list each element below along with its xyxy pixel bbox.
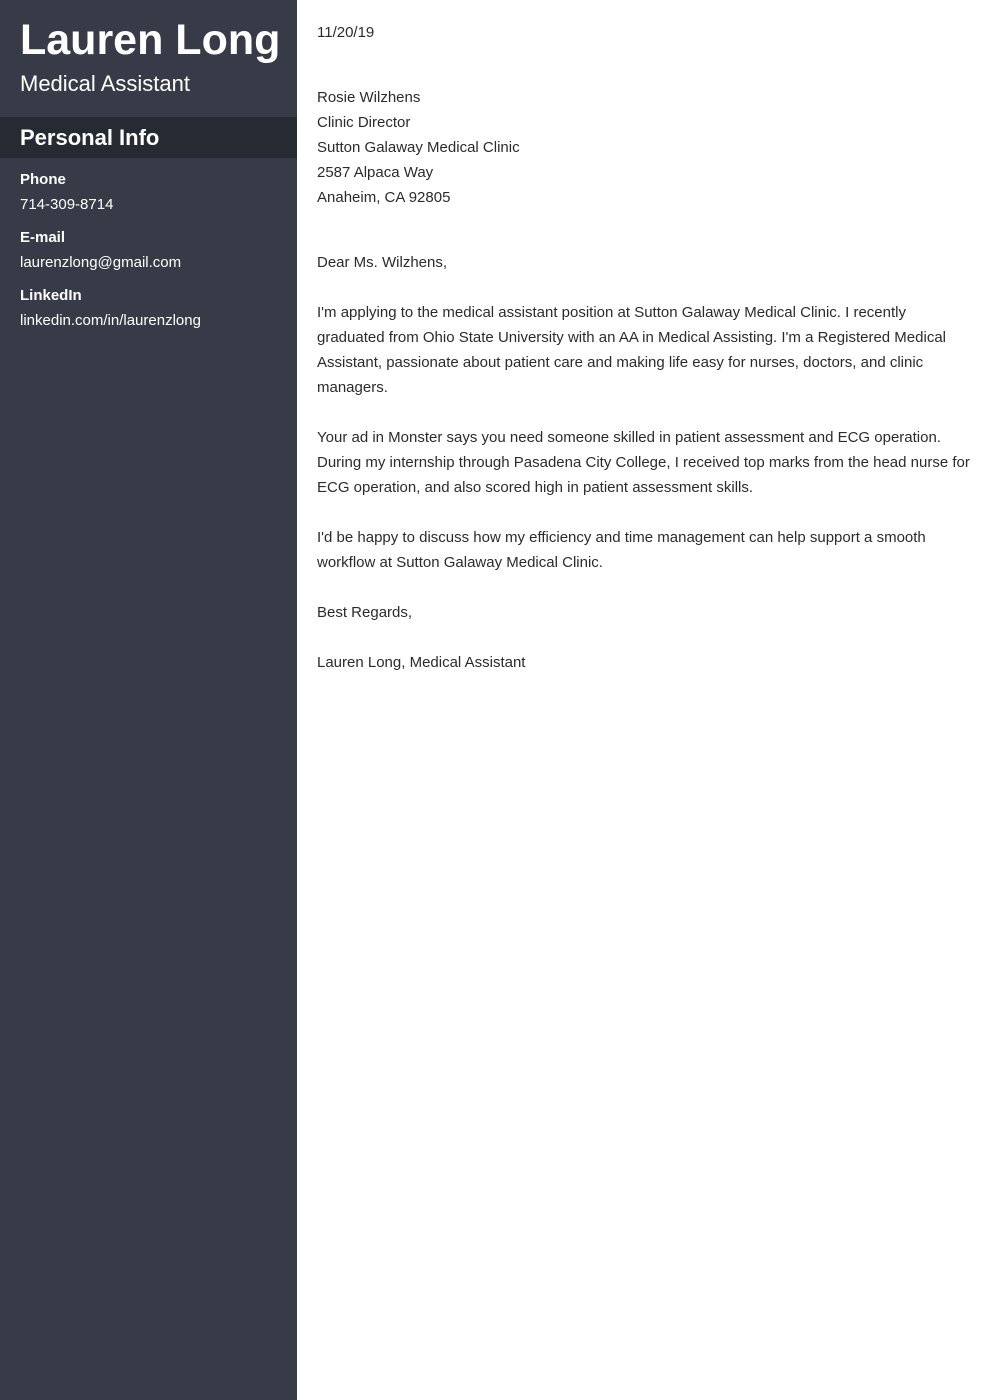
recipient-city: Anaheim, CA 92805 — [317, 189, 451, 206]
letter-date: 11/20/19 — [317, 24, 375, 41]
recipient-street: 2587 Alpaca Way — [317, 164, 434, 181]
recipient-organization: Sutton Galaway Medical Clinic — [317, 139, 520, 156]
body-paragraph: I'd be happy to discuss how my efficiency and time management can help support a smooth workflow at Sutton Galaway Medical Clinic. — [317, 529, 926, 571]
email-value: laurenzlong@gmail.com — [20, 254, 182, 271]
applicant-job-title: Medical Assistant — [20, 71, 190, 96]
email-label: E-mail — [20, 229, 66, 246]
phone-label: Phone — [20, 171, 66, 188]
linkedin-label: LinkedIn — [20, 287, 82, 304]
phone-value: 714-309-8714 — [20, 196, 114, 213]
recipient-block — [317, 85, 520, 210]
applicant-name: Lauren Long — [20, 16, 281, 64]
recipient-title: Clinic Director — [317, 114, 411, 131]
signature: Lauren Long, Medical Assistant — [317, 654, 526, 671]
letter-body — [317, 0, 972, 1400]
body-paragraph: Your ad in Monster says you need someone skilled in patient assessment and ECG operation. During my internship through Pasadena City College, I received top marks from the head nurse for ECG operation, and also scored high in patient assessment skills. — [317, 429, 970, 496]
closing: Best Regards, — [317, 604, 413, 621]
body-paragraph: I'm applying to the medical assistant position at Sutton Galaway Medical Clinic. I recently graduated from Ohio State University with an AA in Medical Assisting. I'm a Registered Medical Assistant, passionate about patient care and making life easy for nurses, doctors, and clinic managers. — [317, 304, 946, 396]
sidebar — [0, 0, 297, 1400]
recipient-name: Rosie Wilzhens — [317, 89, 421, 106]
linkedin-value: linkedin.com/in/laurenzlong — [20, 312, 201, 329]
salutation: Dear Ms. Wilzhens, — [317, 254, 448, 271]
personal-info-title: Personal Info — [20, 125, 160, 150]
personal-info-header — [0, 117, 297, 158]
